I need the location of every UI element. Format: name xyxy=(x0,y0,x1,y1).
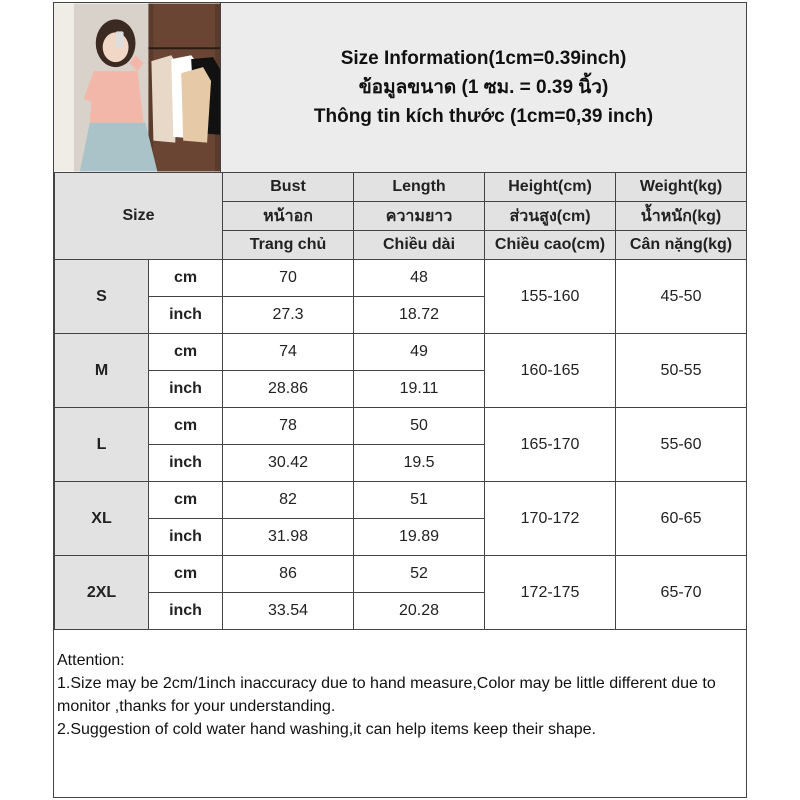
size-table xyxy=(54,172,747,630)
bust-inch: 33.54 xyxy=(223,593,354,630)
unit-inch: inch xyxy=(149,371,223,408)
column-bust: Bust xyxy=(223,173,354,202)
title-vietnamese: Thông tin kích thước (1cm=0,39 inch) xyxy=(313,106,654,127)
product-photo xyxy=(54,3,221,172)
column-weight: Weight(kg) xyxy=(616,173,747,202)
column-weight-thai: น้ำหนัก(kg) xyxy=(616,202,747,231)
height-range: 160-165 xyxy=(485,334,616,408)
length-cm: 48 xyxy=(354,260,485,297)
bust-inch: 30.42 xyxy=(223,445,354,482)
length-inch: 18.72 xyxy=(354,297,485,334)
bust-cm: 82 xyxy=(223,482,354,519)
size-chart-sheet xyxy=(53,2,747,798)
length-inch: 19.11 xyxy=(354,371,485,408)
unit-inch: inch xyxy=(149,519,223,556)
bust-cm: 78 xyxy=(223,408,354,445)
length-inch: 20.28 xyxy=(354,593,485,630)
table-row xyxy=(55,260,747,297)
bust-inch: 27.3 xyxy=(223,297,354,334)
size-name: S xyxy=(55,260,149,334)
table-row xyxy=(55,334,747,371)
bust-inch: 31.98 xyxy=(223,519,354,556)
table-row xyxy=(55,482,747,519)
unit-cm: cm xyxy=(149,334,223,371)
size-name: 2XL xyxy=(55,556,149,630)
size-name: M xyxy=(55,334,149,408)
height-range: 155-160 xyxy=(485,260,616,334)
column-weight-vietnamese: Cân nặng(kg) xyxy=(616,231,747,260)
column-length: Length xyxy=(354,173,485,202)
attention-note-2: 2.Suggestion of cold water hand washing,it can help items keep their shape. xyxy=(57,721,596,738)
size-name: XL xyxy=(55,482,149,556)
weight-range: 45-50 xyxy=(616,260,747,334)
weight-range: 50-55 xyxy=(616,334,747,408)
bust-cm: 74 xyxy=(223,334,354,371)
bust-inch: 28.86 xyxy=(223,371,354,408)
length-inch: 19.89 xyxy=(354,519,485,556)
column-height-vietnamese: Chiều cao(cm) xyxy=(485,231,616,260)
height-range: 170-172 xyxy=(485,482,616,556)
table-row xyxy=(55,408,747,445)
title-thai: ข้อมูลขนาด (1 ซม. = 0.39 นิ้ว) xyxy=(358,77,609,98)
size-name: L xyxy=(55,408,149,482)
unit-inch: inch xyxy=(149,297,223,334)
product-photo-illustration xyxy=(54,3,220,172)
unit-inch: inch xyxy=(149,593,223,630)
weight-range: 60-65 xyxy=(616,482,747,556)
header-row-english xyxy=(55,173,747,202)
weight-range: 65-70 xyxy=(616,556,747,630)
unit-inch: inch xyxy=(149,445,223,482)
weight-range: 55-60 xyxy=(616,408,747,482)
attention-note-1: 1.Size may be 2cm/1inch inaccuracy due to hand measure,Color may be little different due to monitor ,thanks for your understanding. xyxy=(57,675,716,715)
bust-cm: 70 xyxy=(223,260,354,297)
unit-cm: cm xyxy=(149,408,223,445)
column-bust-thai: หน้าอก xyxy=(223,202,354,231)
attention-notes xyxy=(54,647,746,741)
unit-cm: cm xyxy=(149,260,223,297)
column-bust-vietnamese: Trang chủ xyxy=(223,231,354,260)
length-cm: 50 xyxy=(354,408,485,445)
column-length-thai: ความยาว xyxy=(354,202,485,231)
height-range: 165-170 xyxy=(485,408,616,482)
bust-cm: 86 xyxy=(223,556,354,593)
length-cm: 49 xyxy=(354,334,485,371)
attention-heading: Attention: xyxy=(57,652,125,669)
column-height: Height(cm) xyxy=(485,173,616,202)
unit-cm: cm xyxy=(149,482,223,519)
length-cm: 51 xyxy=(354,482,485,519)
size-column-title: Size xyxy=(55,173,223,260)
height-range: 172-175 xyxy=(485,556,616,630)
column-height-thai: ส่วนสูง(cm) xyxy=(485,202,616,231)
table-row xyxy=(55,556,747,593)
title-english: Size Information(1cm=0.39inch) xyxy=(340,48,627,69)
length-cm: 52 xyxy=(354,556,485,593)
title-box xyxy=(221,3,746,172)
column-length-vietnamese: Chiều dài xyxy=(354,231,485,260)
unit-cm: cm xyxy=(149,556,223,593)
length-inch: 19.5 xyxy=(354,445,485,482)
